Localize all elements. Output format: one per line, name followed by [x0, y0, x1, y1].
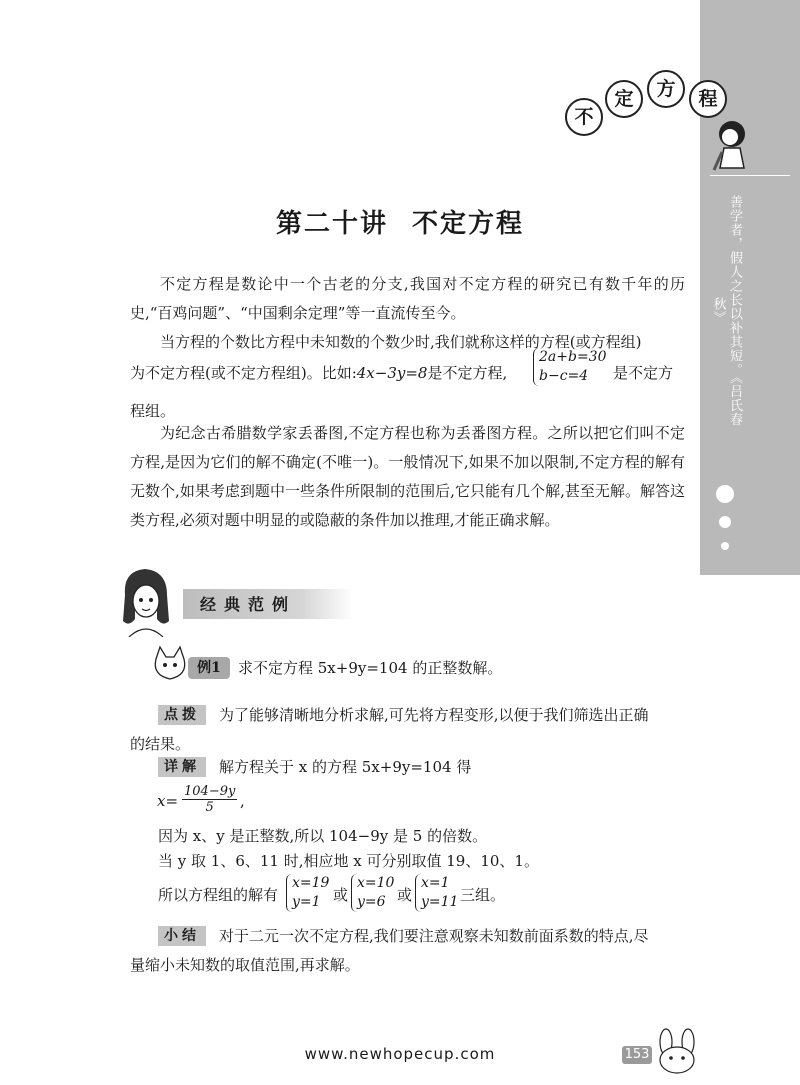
answer-prefix: 所以方程组的解有	[158, 886, 279, 904]
intro-paragraph-2-line-3: 程组。	[130, 402, 176, 420]
solution-tag: 详解	[158, 757, 206, 777]
sidebar-dot-medium	[719, 516, 731, 528]
system-row: y=1	[292, 894, 321, 910]
sidebar-divider	[710, 175, 790, 176]
answer-or: 或	[333, 886, 349, 904]
summary-line-1: 对于二元一次不定方程,我们要注意观察未知数前面系数的特点,尽	[219, 927, 649, 945]
intro-paragraph-3: 为纪念古希腊数学家丢番图,不定方程也称为丢番图方程。之所以把它们叫不定方程,是因为它们的解不确定(不唯一)。一般情况下,如果不加以限制,不定方程的解有无数个,如果考虑到题中一些条件所限制的范围后,它只能有几个解,甚至无解。解答这类方程,必须对题中明显的或隐蔽的条件加以推理,才能正确求解。	[130, 424, 685, 529]
fraction-denominator: 5	[205, 800, 214, 815]
fraction-numerator: 104−9y	[184, 784, 236, 799]
sign-char: 方	[647, 70, 685, 108]
intro-text: 是不定方程,	[427, 364, 508, 382]
example-equation: 4x−3y=8	[356, 364, 428, 382]
sidebar-dot-small	[721, 542, 729, 550]
fraction-lhs: x=	[157, 792, 179, 810]
hint-tag: 点拨	[158, 705, 206, 725]
example-question: 求不定方程 5x+9y=104 的正整数解。	[238, 659, 503, 677]
answer-suffix: 三组。	[460, 886, 506, 904]
summary-tag: 小结	[158, 926, 206, 946]
solution-line-because: 因为 x、y 是正整数,所以 104−9y 是 5 的倍数。	[158, 827, 488, 845]
page-number: 153	[622, 1046, 652, 1064]
motto-quote: 善学者，假人之长以补其短。《吕氏春秋》	[710, 195, 742, 427]
rabbit-mascot-icon	[652, 1028, 702, 1076]
page-title	[0, 203, 800, 240]
system-row: x=1	[421, 875, 450, 891]
lecture-topic: 不定方程	[412, 209, 525, 239]
sidebar-dot-large	[716, 485, 734, 503]
system-row: 2a+b=30	[539, 349, 607, 365]
intro-text: 是不定方	[613, 364, 674, 382]
fraction	[182, 784, 237, 815]
intro-paragraph-2-line-2	[130, 362, 507, 383]
girl-illustration	[700, 112, 760, 174]
hint-line-2: 的结果。	[130, 735, 191, 753]
answer-system-2	[351, 874, 394, 912]
sign-char: 不	[565, 98, 603, 136]
fraction-tail: ,	[240, 792, 245, 810]
answer-system-3	[415, 874, 458, 912]
system-row: b−c=4	[539, 368, 589, 384]
sign-char: 定	[605, 80, 643, 118]
sign-char: 程	[689, 80, 727, 118]
example-label: 例1	[188, 657, 230, 679]
system-row: x=10	[357, 875, 395, 891]
section-title: 经典范例	[200, 595, 297, 614]
lecture-number: 第二十讲	[275, 209, 388, 239]
intro-paragraph-1: 不定方程是数论中一个古老的分支,我国对不定方程的研究已有数千年的历史,“百鸡问题”、“中国剩余定理”等一直流传至今。	[130, 275, 685, 322]
solution-line-when: 当 y 取 1、6、11 时,相应地 x 可分别取值 19、10、1。	[158, 852, 539, 870]
answer-or: 或	[397, 886, 413, 904]
hint-line-1: 为了能够清晰地分析求解,可先将方程变形,以便于我们筛选出正确	[219, 706, 649, 724]
teacher-illustration	[115, 565, 177, 637]
intro-paragraph-2-line-1: 当方程的个数比方程中未知数的个数少时,我们就称这样的方程(或方程组)	[160, 333, 642, 351]
system-row: y=11	[421, 894, 459, 910]
system-row: x=19	[292, 875, 330, 891]
answer-system-1	[286, 874, 329, 912]
system-row: y=6	[357, 894, 386, 910]
intro-text: 为不定方程(或不定方程组)。比如:	[130, 364, 357, 382]
example-system	[533, 348, 607, 386]
solution-line-1: 解方程关于 x 的方程 5x+9y=104 得	[219, 758, 472, 776]
footer-url: www.newhopecup.com	[304, 1045, 496, 1063]
summary-line-2: 量缩小未知数的取值范围,再求解。	[130, 956, 360, 974]
example-mascot-icon	[150, 645, 190, 683]
